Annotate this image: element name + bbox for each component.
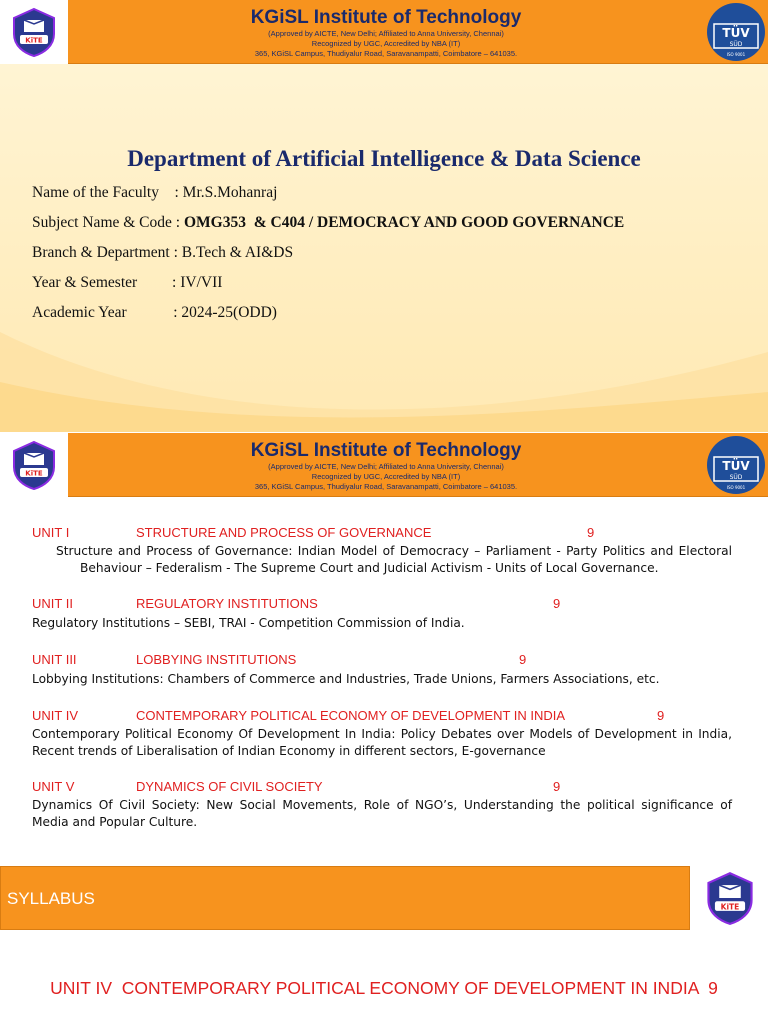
unit-1-description: Structure and Process of Governance: Indian Model of Democracy – Parliament - Party Politics and Electoral Behaviour – Federalism - The Supreme Court and Judicial Activism - Units of Local Governance. <box>56 544 732 575</box>
tuv-logo-icon <box>704 433 768 497</box>
unit-iv-heading: UNIT IV CONTEMPORARY POLITICAL ECONOMY OF DEVELOPMENT IN INDIA 9 <box>50 978 718 998</box>
unit-hours: 9 <box>587 525 595 540</box>
slide-title <box>0 0 768 432</box>
unit-number: UNIT II <box>32 596 73 611</box>
kite-logo-icon <box>0 433 68 497</box>
unit-2-heading <box>32 596 752 614</box>
institute-header <box>0 433 768 497</box>
year-semester-line: Year & Semester : IV/VII <box>32 274 223 291</box>
svg-text:KiTE: KiTE <box>25 469 43 478</box>
unit-number: UNIT I <box>32 525 70 540</box>
institute-accreditation: Recognized by UGC, Accredited by NBA (IT) <box>311 471 461 481</box>
unit-hours: 9 <box>519 652 527 667</box>
unit-number: UNIT IV <box>32 708 78 723</box>
svg-text:ISO 9001: ISO 9001 <box>726 485 746 490</box>
institute-address: 365, KGiSL Campus, Thudiyalur Road, Saravanampatti, Coimbatore – 641035. <box>254 481 518 491</box>
institute-approval: (Approved by AICTE, New Delhi; Affiliated to Anna University, Chennai) <box>268 28 504 38</box>
faculty-name: Name of the Faculty : Mr.S.Mohanraj <box>32 184 278 201</box>
svg-text:KiTE: KiTE <box>720 902 740 912</box>
unit-title: STRUCTURE AND PROCESS OF GOVERNANCE <box>136 525 432 540</box>
tuv-logo-icon <box>704 0 768 64</box>
svg-text:ISO 9001: ISO 9001 <box>726 52 746 57</box>
unit-1-heading <box>32 525 752 543</box>
kite-logo-icon <box>0 0 68 64</box>
unit-title: REGULATORY INSTITUTIONS <box>136 596 318 611</box>
unit-number: UNIT V <box>32 779 75 794</box>
slide-syllabus-units <box>0 433 768 866</box>
svg-text:TÜV: TÜV <box>722 26 750 40</box>
institute-address: 365, KGiSL Campus, Thudiyalur Road, Saravanampatti, Coimbatore – 641035. <box>254 48 518 58</box>
subject-label: Subject Name & Code : <box>32 214 184 231</box>
syllabus-band <box>0 866 690 930</box>
unit-hours: 9 <box>553 779 561 794</box>
academic-year-line: Academic Year : 2024-25(ODD) <box>32 304 277 321</box>
institute-approval: (Approved by AICTE, New Delhi; Affiliated to Anna University, Chennai) <box>268 461 504 471</box>
institute-header <box>0 0 768 64</box>
unit-number: UNIT III <box>32 652 77 667</box>
unit-hours: 9 <box>657 708 665 723</box>
unit-title: LOBBYING INSTITUTIONS <box>136 652 297 667</box>
branch-line: Branch & Department : B.Tech & AI&DS <box>32 244 294 261</box>
unit-3-heading <box>32 652 752 670</box>
unit-5-description: Dynamics Of Civil Society: New Social Movements, Role of NGO’s, Understanding the political significance of Media and Popular Culture. <box>32 798 732 829</box>
svg-text:SÜD: SÜD <box>729 474 743 481</box>
subject-value: OMG353 & C404 / DEMOCRACY AND GOOD GOVERNANCE <box>183 214 625 231</box>
svg-text:TÜV: TÜV <box>722 459 750 473</box>
syllabus-label: SYLLABUS <box>7 889 95 908</box>
unit-title: CONTEMPORARY POLITICAL ECONOMY OF DEVELOPMENT IN INDIA <box>136 708 566 723</box>
kite-logo-icon <box>692 866 768 930</box>
svg-text:SÜD: SÜD <box>729 41 743 48</box>
unit-5-heading <box>32 779 752 797</box>
institute-accreditation: Recognized by UGC, Accredited by NBA (IT) <box>311 38 461 48</box>
unit-2-description: Regulatory Institutions – SEBI, TRAI - Competition Commission of India. <box>32 616 465 630</box>
unit-4-heading <box>32 708 752 726</box>
svg-text:KiTE: KiTE <box>25 36 43 45</box>
unit-title: DYNAMICS OF CIVIL SOCIETY <box>136 779 323 794</box>
slide-syllabus-unit-iv <box>0 866 768 1024</box>
department-title: Department of Artificial Intelligence & Data Science <box>127 146 641 171</box>
subject-line <box>32 214 624 232</box>
unit-4-description: Contemporary Political Economy Of Development In India: Policy Debates over Models of Development in India, Recent trends of Liberalisation of Indian Economy in different sectors, E-governance <box>32 727 732 758</box>
institute-name: KGiSL Institute of Technology <box>250 439 522 461</box>
institute-name: KGiSL Institute of Technology <box>250 6 522 28</box>
unit-3-description: Lobbying Institutions: Chambers of Commerce and Industries, Trade Unions, Farmers Associations, etc. <box>32 672 660 686</box>
unit-hours: 9 <box>553 596 561 611</box>
